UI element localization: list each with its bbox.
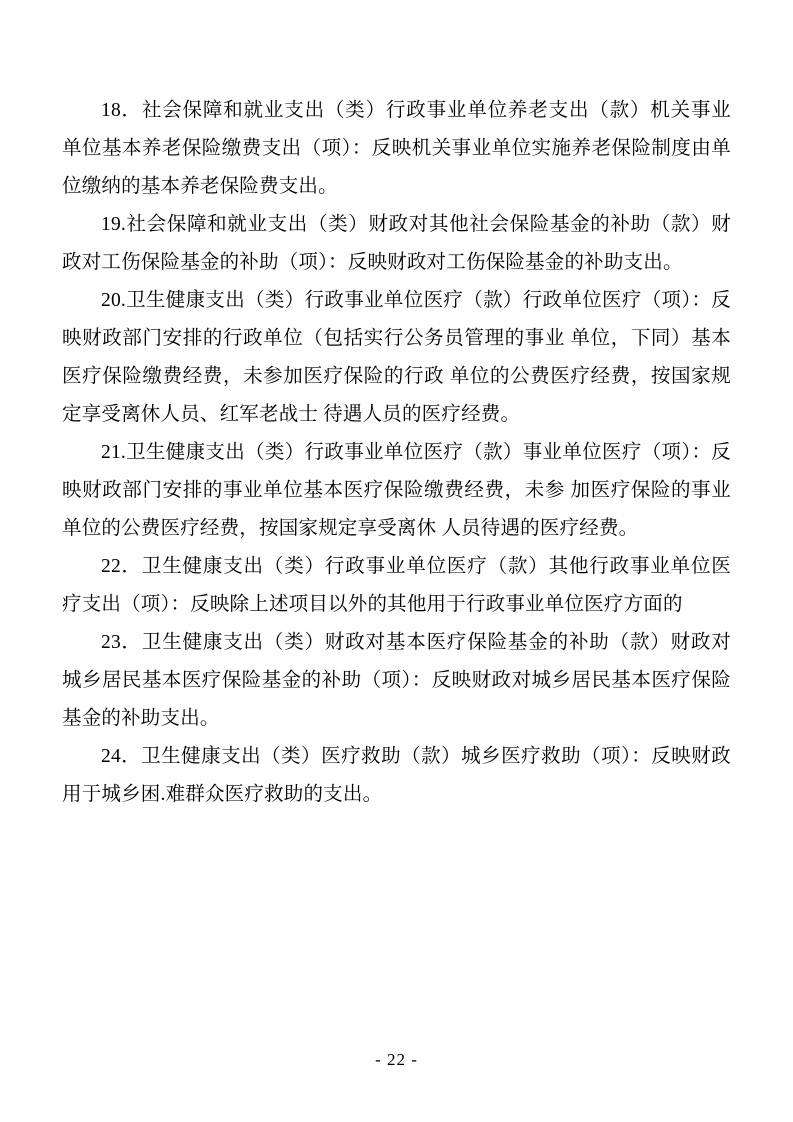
document-body: [62, 92, 731, 814]
paragraph-18: 18．社会保障和就业支出（类）行政事业单位养老支出（款）机关事业单位基本养老保险缴费支出（项）：反映机关事业单位实施养老保险制度由单位缴纳的基本养老保险费支出。: [62, 100, 731, 197]
paragraph-21: 21.卫生健康支出（类）行政事业单位医疗（款）事业单位医疗（项）：反映财政部门安排的事业单位基本医疗保险缴费经费，未参 加医疗保险的事业单位的公费医疗经费，按国家规定享受离休 人员待遇的医疗经费。: [62, 442, 731, 539]
paragraph-22: 22．卫生健康支出（类）行政事业单位医疗（款）其他行政事业单位医疗支出（项）：反映除上述项目以外的其他用于行政事业单位医疗方面的: [62, 556, 731, 615]
paragraph-20: 20.卫生健康支出（类）行政事业单位医疗（款）行政单位医疗（项）：反映财政部门安排的行政单位（包括实行公务员管理的事业 单位，下同）基本医疗保险缴费经费，未参加医疗保险的行政 单位的公费医疗经费，按国家规定享受离休人员、红军老战士 待遇人员的医疗经费。: [62, 290, 731, 425]
paragraph-19: 19.社会保障和就业支出（类）财政对其他社会保险基金的补助（款）财政对工伤保险基金的补助（项）：反映财政对工伤保险基金的补助支出。: [62, 214, 731, 273]
page-number: - 22 -: [375, 1050, 418, 1069]
paragraph-24: 24．卫生健康支出（类）医疗救助（款）城乡医疗救助（项）：反映财政用于城乡困.难群众医疗救助的支出。: [62, 746, 731, 805]
paragraph-23: 23．卫生健康支出（类）财政对基本医疗保险基金的补助（款）财政对城乡居民基本医疗保险基金的补助（项）：反映财政对城乡居民基本医疗保险基金的补助支出。: [62, 632, 731, 729]
